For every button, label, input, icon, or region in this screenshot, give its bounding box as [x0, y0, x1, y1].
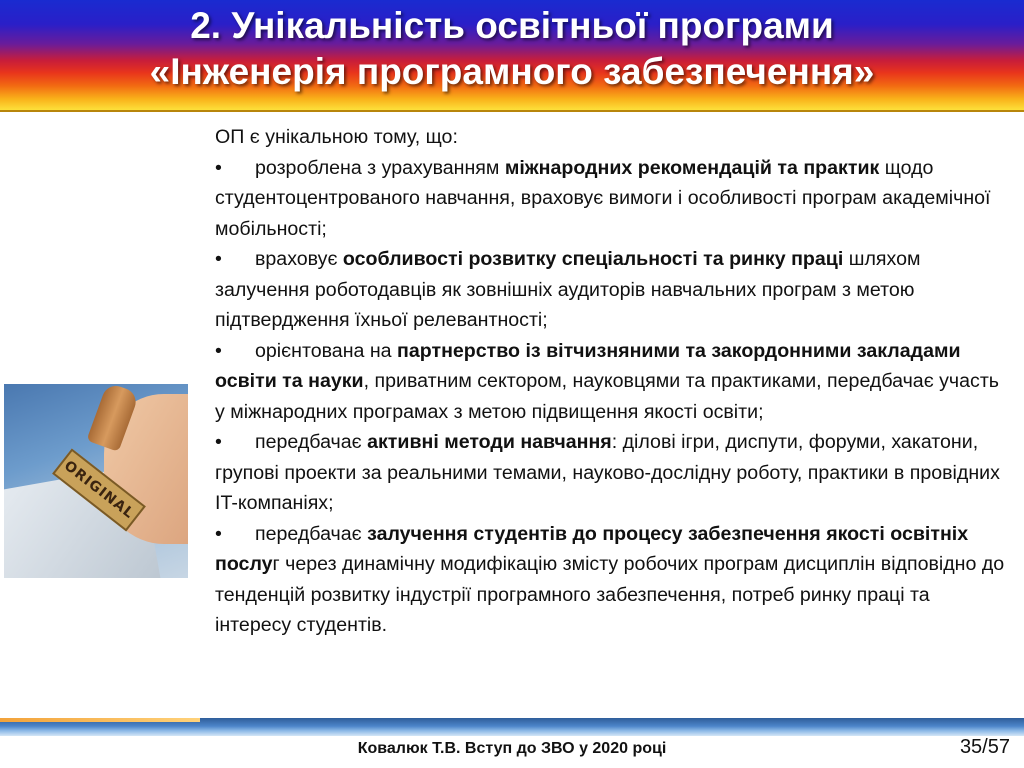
bullet-text: передбачає	[255, 431, 368, 453]
bullet-text: : ділові ігри, диспути, форуми, хакатони, групові проекти за реальними темами, науково-дослідну роботу, практики в провідних IT-компаніях;	[215, 431, 1000, 514]
footer-band	[0, 718, 1024, 736]
bullet-icon: •	[215, 522, 222, 545]
footer-author: Ковалюк Т.В. Вступ до ЗВО у 2020 році	[357, 740, 667, 757]
bullet-emphasis: міжнародних рекомендацій та практик	[504, 156, 880, 179]
original-stamp-photo	[4, 384, 188, 578]
bullet-item	[215, 427, 1005, 519]
bullet-text: шляхом залучення роботодавців як зовнішніх аудиторів навчальних програм з метою підтвердження їхньої релевантності;	[215, 248, 921, 331]
intro-text: ОП є унікальною тому, що:	[215, 126, 458, 148]
bullet-text: враховує	[255, 248, 343, 270]
slide-body	[215, 122, 1005, 641]
bullet-emphasis: партнерство із вітчизняними та закордонними закладами освіти та науки	[215, 339, 961, 392]
bullet-text: щодо студентоцентрованого навчання, враховує вимоги і особливості програм академічної мобільності;	[215, 156, 991, 240]
bullet-item	[215, 244, 1005, 336]
stamp-original-label: ORIGINAL	[52, 448, 146, 531]
bullet-icon: •	[215, 156, 222, 179]
slide-title-bar	[0, 0, 1024, 112]
bullet-item	[215, 519, 1005, 641]
slide-title-line-1: 2. Унікальність освітньої програми	[190, 5, 834, 46]
bullet-text: , приватним сектором, науковцями та практиками, передбачає участь у міжнародних програмах з метою підвищення якості освіти;	[215, 370, 1000, 423]
bullet-text: розроблена з урахуванням	[255, 156, 505, 179]
bullet-icon: •	[215, 339, 222, 362]
bullet-text: передбачає	[255, 522, 368, 545]
page-number: 35/57	[959, 736, 1010, 758]
bullet-icon: •	[215, 431, 222, 453]
bullet-emphasis: залучення студентів до процесу забезпечення якості освітніх послу	[215, 522, 969, 575]
bullet-item	[215, 153, 1005, 245]
bullet-text: г через динамічну модифікацію змісту робочих програм дисциплін відповідно до тенденцій розвитку індустрії програмного забезпечення, потреб ринку праці та інтересу студентів.	[215, 553, 1005, 636]
slide-title-line-2: «Інженерія програмного забезпечення»	[149, 51, 875, 92]
bullet-item	[215, 336, 1005, 428]
bullet-emphasis: особливості розвитку спеціальності та ринку праці	[342, 248, 844, 270]
bullet-text: орієнтована на	[255, 339, 398, 362]
bullet-icon: •	[215, 248, 222, 270]
bullet-emphasis: активні методи навчання	[367, 431, 612, 453]
